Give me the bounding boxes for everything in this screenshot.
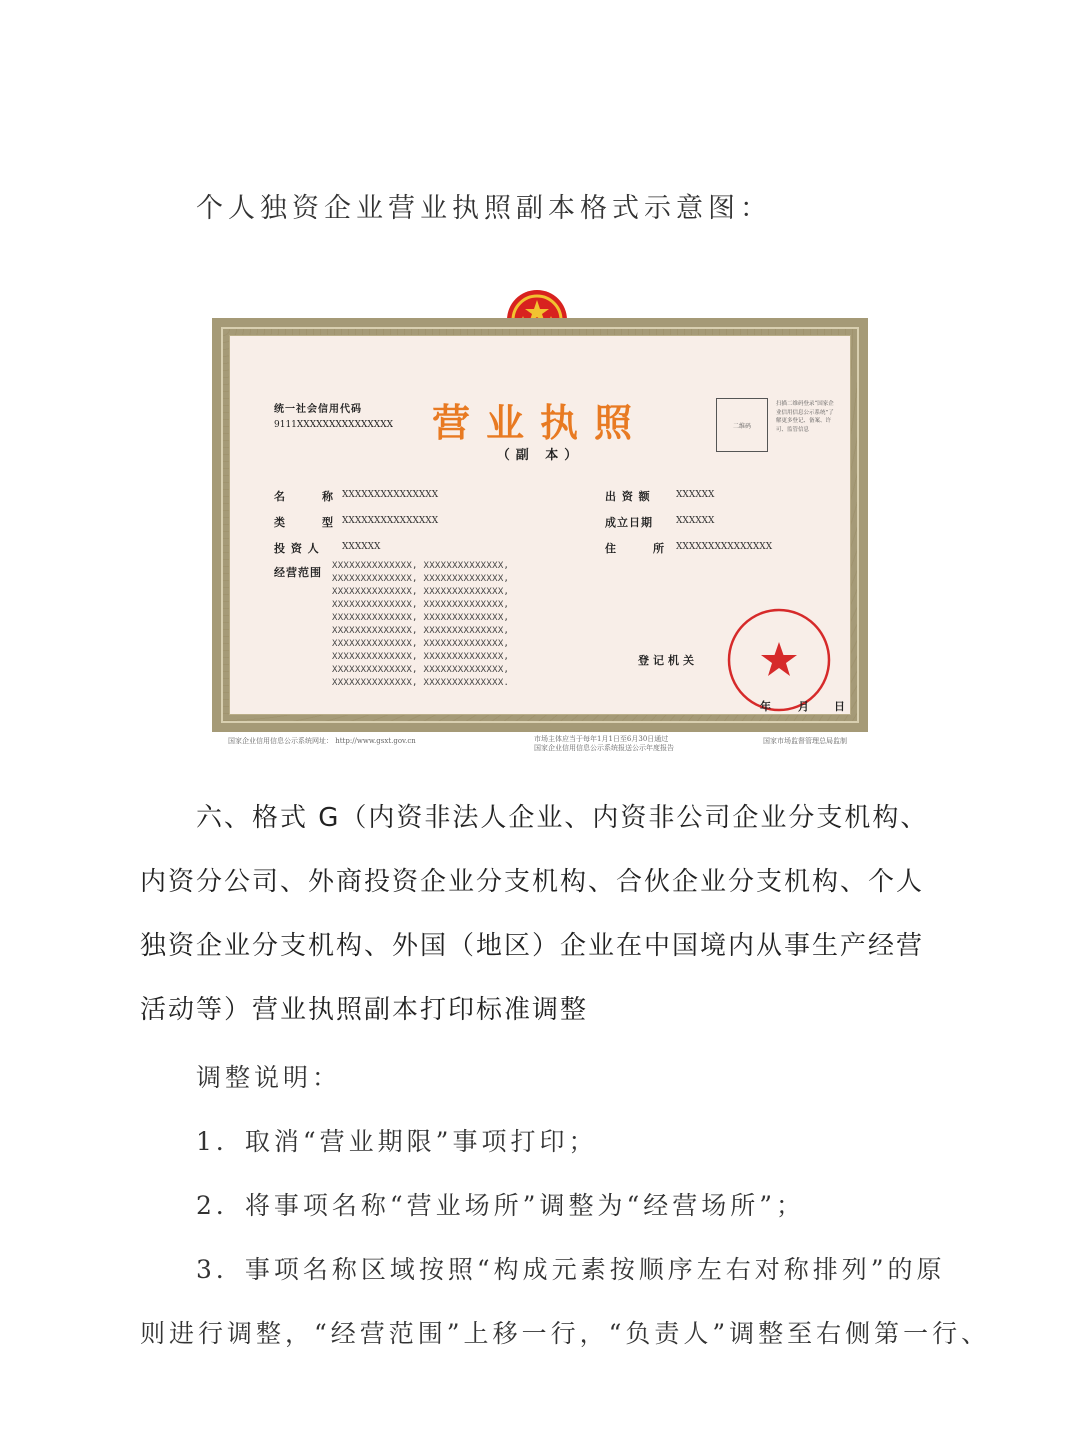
- license-border: [221, 327, 859, 723]
- footer-notice: [534, 735, 674, 753]
- section-heading: 六、格式 G（内资非法人企业、内资非公司企业分支机构、内资分公司、外商投资企业分支机构、合伙企业分支机构、个人独资企业分支机构、外国（地区）企业在中国境内从事生产经营活动等）营业执照副本打印标准调整: [140, 803, 929, 1025]
- capital-label: 出 资 额: [605, 490, 651, 503]
- date-day: 日: [834, 700, 845, 713]
- address-label: 住 所: [605, 542, 665, 555]
- business-scope-line: XXXXXXXXXXXXXX, XXXXXXXXXXXXXX,: [332, 574, 510, 584]
- business-scope-line: XXXXXXXXXXXXXX, XXXXXXXXXXXXXX,: [332, 639, 510, 649]
- license-title: 营业执照: [431, 401, 648, 445]
- credit-code-value: 9111XXXXXXXXXXXXXXX: [274, 420, 394, 430]
- note-item-1: 1．取消“营业期限”事项打印；: [196, 1127, 598, 1156]
- business-scope-text: [332, 560, 582, 690]
- scope-label: 经营范围: [274, 566, 322, 579]
- capital-value: XXXXXX: [676, 490, 715, 500]
- business-scope-line: XXXXXXXXXXXXXX, XXXXXXXXXXXXXX.: [332, 678, 510, 688]
- qr-note: 扫描二维码登录“国家企业信用信息公示系统”了解更多登记、备案、许可、监管信息: [776, 401, 834, 433]
- type-label: 类 型: [274, 516, 334, 529]
- qr-code-placeholder: [716, 398, 768, 452]
- footer-notice-line-1: 市场主体应当于每年1月1日至6月30日通过: [534, 735, 669, 743]
- business-scope-line: XXXXXXXXXXXXXX, XXXXXXXXXXXXXX,: [332, 626, 510, 636]
- established-date-value: XXXXXX: [676, 516, 715, 526]
- note-item-3-line-1: 3．事项名称区域按照“构成元素按顺序左右对称排列”的原: [196, 1255, 946, 1284]
- business-license-figure: [212, 318, 868, 732]
- qr-code-label: 二维码: [732, 422, 751, 430]
- name-label: 名 称: [274, 490, 334, 503]
- figure-caption: 个人独资企业营业执照副本格式示意图：: [196, 193, 772, 224]
- credit-code-label: 统一社会信用代码: [274, 404, 362, 415]
- license-paper: [229, 335, 851, 715]
- established-date-label: 成立日期: [605, 516, 653, 529]
- registration-authority-label: 登记机关: [638, 654, 698, 667]
- business-scope-line: XXXXXXXXXXXXXX, XXXXXXXXXXXXXX,: [332, 561, 510, 571]
- footer-issuer: 国家市场监督管理总局监制: [763, 737, 847, 745]
- footer-notice-line-2: 国家企业信用信息公示系统报送公示年度报告: [534, 744, 674, 752]
- business-scope-line: XXXXXXXXXXXXXX, XXXXXXXXXXXXXX,: [332, 613, 510, 623]
- date-year: 年: [760, 700, 771, 713]
- name-value: XXXXXXXXXXXXXXX: [342, 490, 439, 500]
- type-value: XXXXXXXXXXXXXXX: [342, 516, 439, 526]
- note-item-3-line-2: 则进行调整，“经营范围”上移一行，“负责人”调整至右侧第一行、: [140, 1319, 991, 1348]
- footer-website: 国家企业信用信息公示系统网址： http://www.gsxt.gov.cn: [228, 737, 416, 745]
- business-scope-line: XXXXXXXXXXXXXX, XXXXXXXXXXXXXX,: [332, 652, 510, 662]
- official-seal-icon: [727, 608, 831, 712]
- address-value: XXXXXXXXXXXXXXX: [676, 542, 773, 552]
- business-scope-line: XXXXXXXXXXXXXX, XXXXXXXXXXXXXX,: [332, 587, 510, 597]
- license-subtitle: （副 本）: [496, 448, 584, 463]
- business-scope-line: XXXXXXXXXXXXXX, XXXXXXXXXXXXXX,: [332, 600, 510, 610]
- note-item-2: 2．将事项名称“营业场所”调整为“经营场所”；: [196, 1191, 806, 1220]
- business-scope-line: XXXXXXXXXXXXXX, XXXXXXXXXXXXXX,: [332, 665, 510, 675]
- date-month: 月: [798, 700, 809, 713]
- investor-value: XXXXXX: [342, 542, 381, 552]
- investor-label: 投 资 人: [274, 542, 320, 555]
- notes-title: 调整说明：: [196, 1063, 342, 1092]
